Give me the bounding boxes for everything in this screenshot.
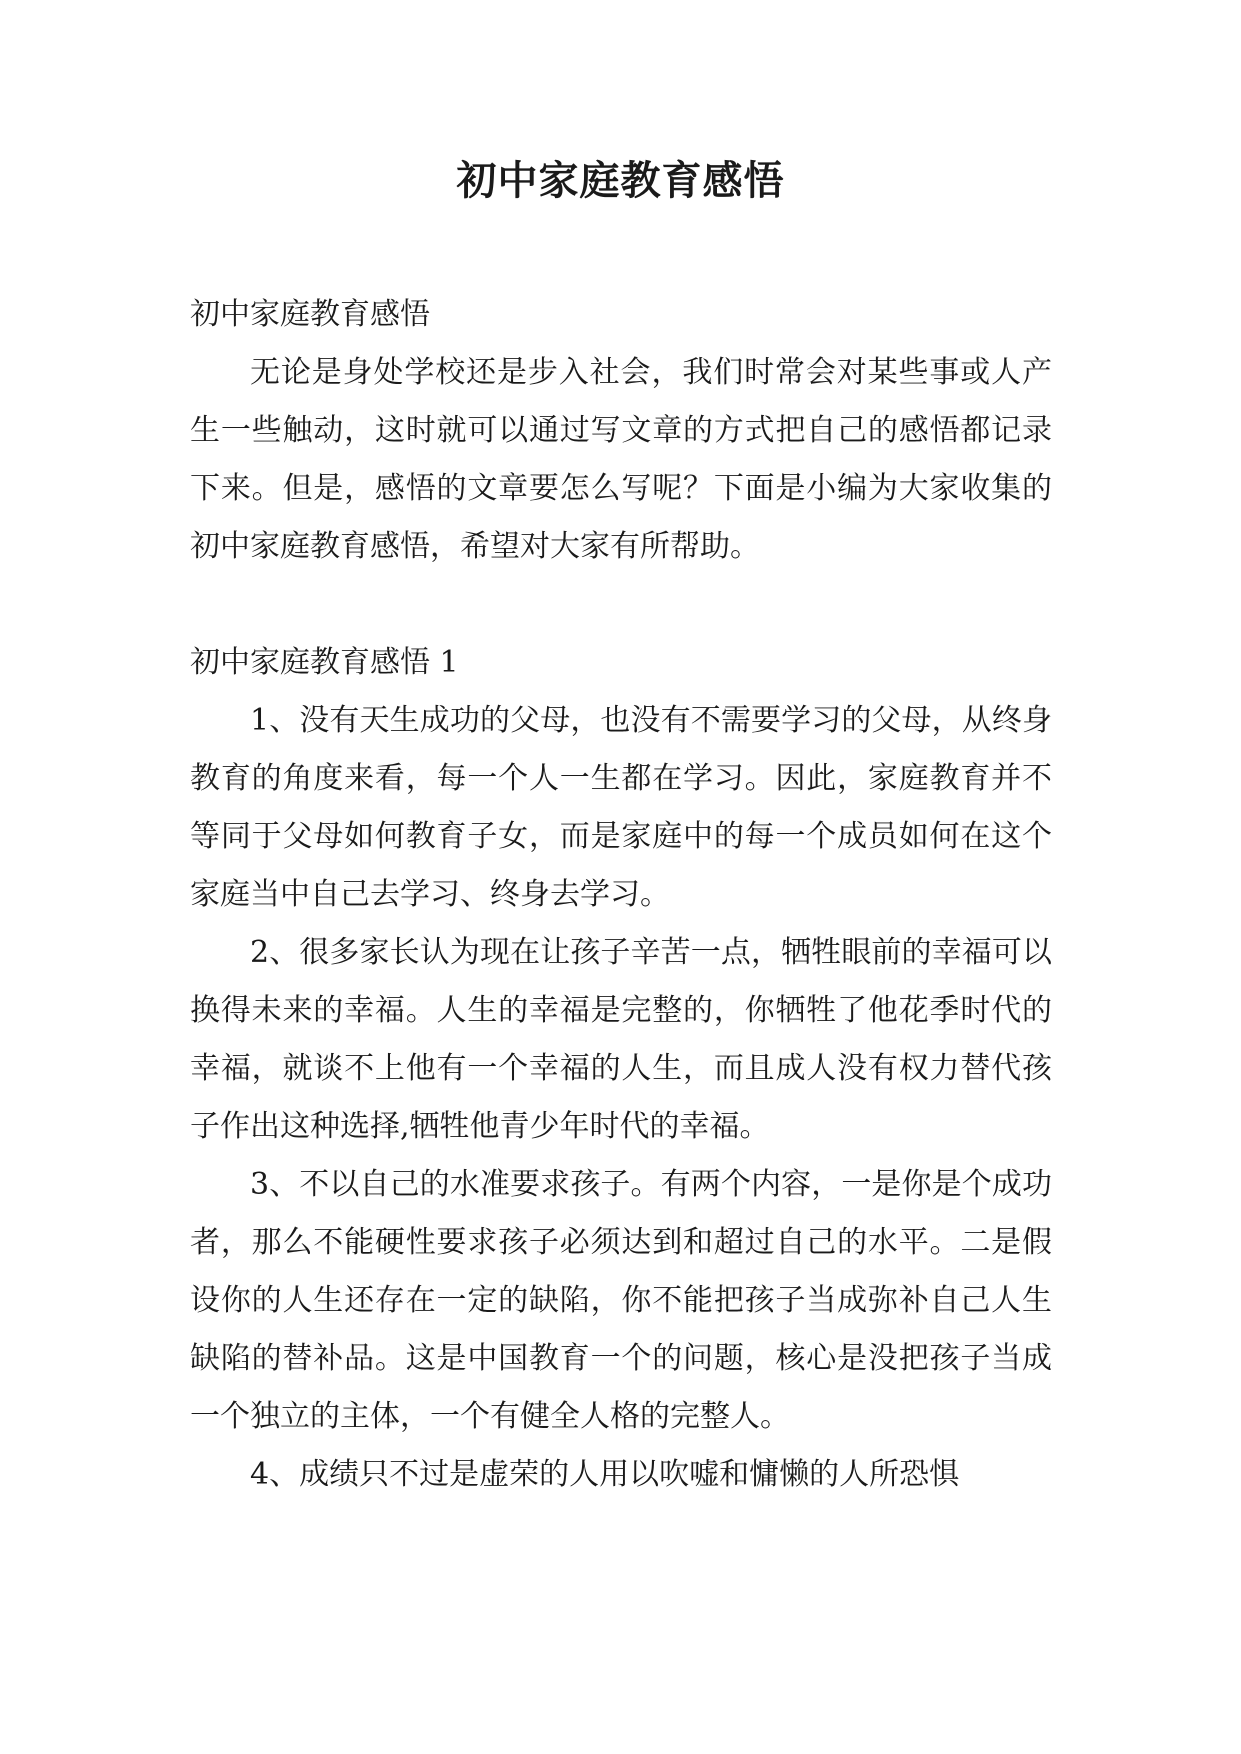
body-paragraph-1: 1、没有天生成功的父母，也没有不需要学习的父母，从终身教育的角度来看，每一个人一生都在学习。因此，家庭教育并不等同于父母如何教育子女，而是家庭中的每一个成员如何在这个家庭当中自己去学习、终身去学习。 [190, 703, 1052, 912]
section-heading-1: 初中家庭教育感悟 1 [190, 645, 459, 680]
document-title: 初中家庭教育感悟 [456, 158, 785, 204]
intro-paragraph: 无论是身处学校还是步入社会，我们时常会对某些事或人产生一些触动，这时就可以通过写文章的方式把自己的感悟都记录下来。但是，感悟的文章要怎么写呢？下面是小编为大家收集的初中家庭教育感悟，希望对大家有所帮助。 [190, 355, 1052, 564]
body-paragraph-3: 3、不以自己的水准要求孩子。有两个内容，一是你是个成功者，那么不能硬性要求孩子必须达到和超过自己的水平。二是假设你的人生还存在一定的缺陷，你不能把孩子当成弥补自己人生缺陷的替补品。这是中国教育一个的问题，核心是没把孩子当成一个独立的主体，一个有健全人格的完整人。 [190, 1167, 1052, 1434]
section-heading-intro: 初中家庭教育感悟 [190, 297, 430, 332]
body-paragraph-2: 2、很多家长认为现在让孩子辛苦一点，牺牲眼前的幸福可以换得未来的幸福。人生的幸福是完整的，你牺牲了他花季时代的幸福，就谈不上他有一个幸福的人生，而且成人没有权力替代孩子作出这种选择,牺牲他青少年时代的幸福。 [190, 935, 1052, 1144]
paragraph-spacer [190, 576, 1052, 634]
document-body [190, 286, 1052, 1504]
body-paragraph-4: 4、成绩只不过是虚荣的人用以吹嘘和慵懒的人所恐惧 [250, 1457, 960, 1492]
